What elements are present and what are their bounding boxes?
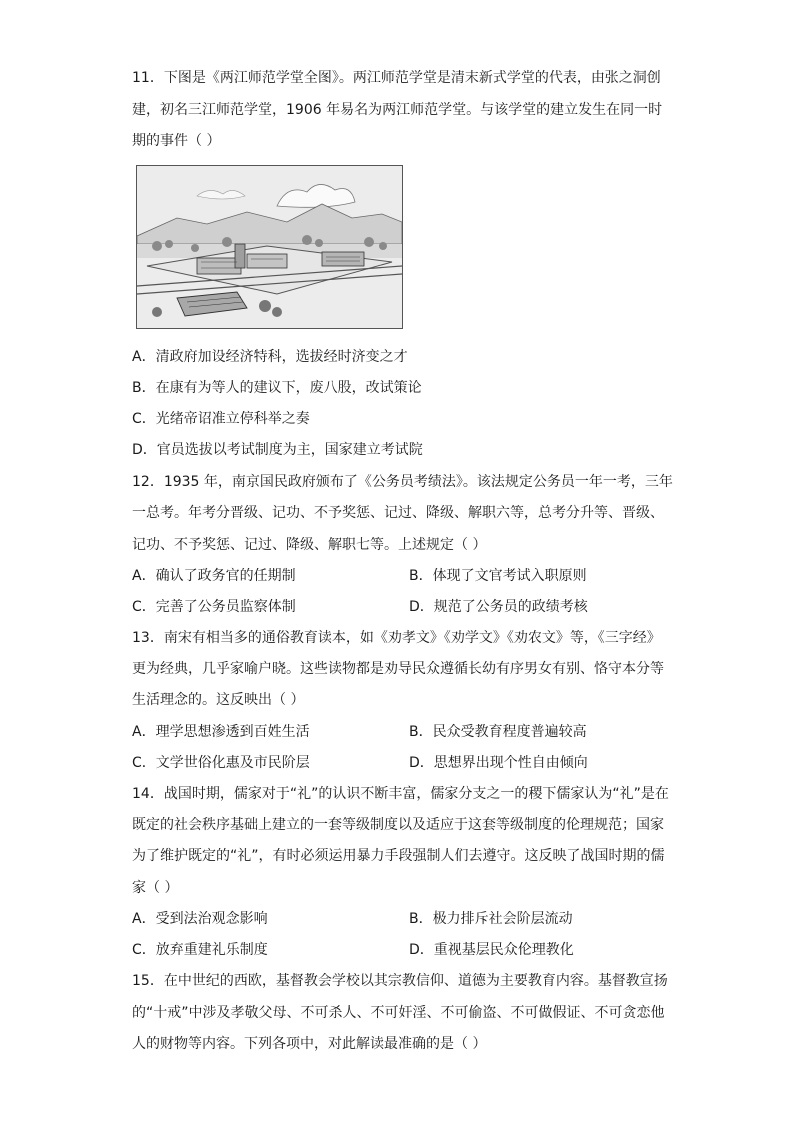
q12-line-3: 记功、不予奖惩、记过、降级、解职七等。上述规定（ ） [132,537,487,553]
q13-option-a: A．理学思想渗透到百姓生活 [132,724,310,740]
q14-option-a: A．受到法治观念影响 [132,911,268,927]
q12-line-2: 一总考。年考分晋级、记功、不予奖惩、记过、降级、解职六等，总考分升等、晋级、 [132,505,664,521]
q11-option-d: D．官员选拔以考试制度为主，国家建立考试院 [132,442,423,458]
q14-line-1: 14．战国时期，儒家对于“礼”的认识不断丰富，儒家分支之一的稷下儒家认为“礼”是在 [132,786,669,802]
q11-option-c: C．光绪帝诏准立停科举之奏 [132,411,310,427]
q14-line-3: 为了维护既定的“礼”，有时必须运用暴力手段强制人们去遵守。这反映了战国时期的儒 [132,848,665,864]
q12-option-d: D．规范了公务员的政绩考核 [409,599,588,615]
q15-line-2: 的“十戒”中涉及孝敬父母、不可杀人、不可奸淫、不可偷盗、不可做假证、不可贪恋他 [132,1005,665,1021]
q11-line-2: 建，初名三江师范学堂，1906 年易名为两江师范学堂。与该学堂的建立发生在同一时 [132,102,663,118]
q11-line-1: 11．下图是《两江师范学堂全图》。两江师范学堂是清末新式学堂的代表，由张之洞创 [132,70,661,86]
q11-option-b: B．在康有为等人的建议下，废八股，改试策论 [132,380,422,396]
q15-line-3: 人的财物等内容。下列各项中，对此解读最准确的是（ ） [132,1036,487,1052]
q11-option-a: A．清政府加设经济特科，选拔经时济变之才 [132,349,408,365]
q13-line-3: 生活理念的。这反映出（ ） [132,692,305,708]
q14-line-4: 家（ ） [132,880,179,896]
q14-option-d: D．重视基层民众伦理教化 [409,942,574,958]
q12-option-c: C．完善了公务员监察体制 [132,599,296,615]
school-panorama-drawing [137,166,402,328]
q13-option-b: B．民众受教育程度普遍较高 [409,724,587,740]
q14-option-c: C．放弃重建礼乐制度 [132,942,268,958]
q12-option-a: A．确认了政务官的任期制 [132,568,296,584]
q15-line-1: 15．在中世纪的西欧，基督教会学校以其宗教信仰、道德为主要教育内容。基督教宣扬 [132,973,668,989]
q13-option-c: C．文学世俗化惠及市民阶层 [132,755,310,771]
q12-line-1: 12．1935 年，南京国民政府颁布了《公务员考绩法》。该法规定公务员一年一考，三年 [132,474,673,490]
q13-line-1: 13．南宋有相当多的通俗教育读本，如《劝孝文》《劝学文》《劝农文》等，《三字经》 [132,630,661,646]
q12-option-b: B．体现了文官考试入职原则 [409,568,587,584]
q11-line-3: 期的事件（ ） [132,133,221,149]
q13-line-2: 更为经典，几乎家喻户晓。这些读物都是劝导民众遵循长幼有序男女有别、恪守本分等 [132,661,664,677]
q14-line-2: 既定的社会秩序基础上建立的一套等级制度以及适应于这套等级制度的伦理规范；国家 [132,817,664,833]
q14-option-b: B．极力排斥社会阶层流动 [409,911,573,927]
q13-option-d: D．思想界出现个性自由倾向 [409,755,588,771]
school-panorama-image [136,165,403,329]
